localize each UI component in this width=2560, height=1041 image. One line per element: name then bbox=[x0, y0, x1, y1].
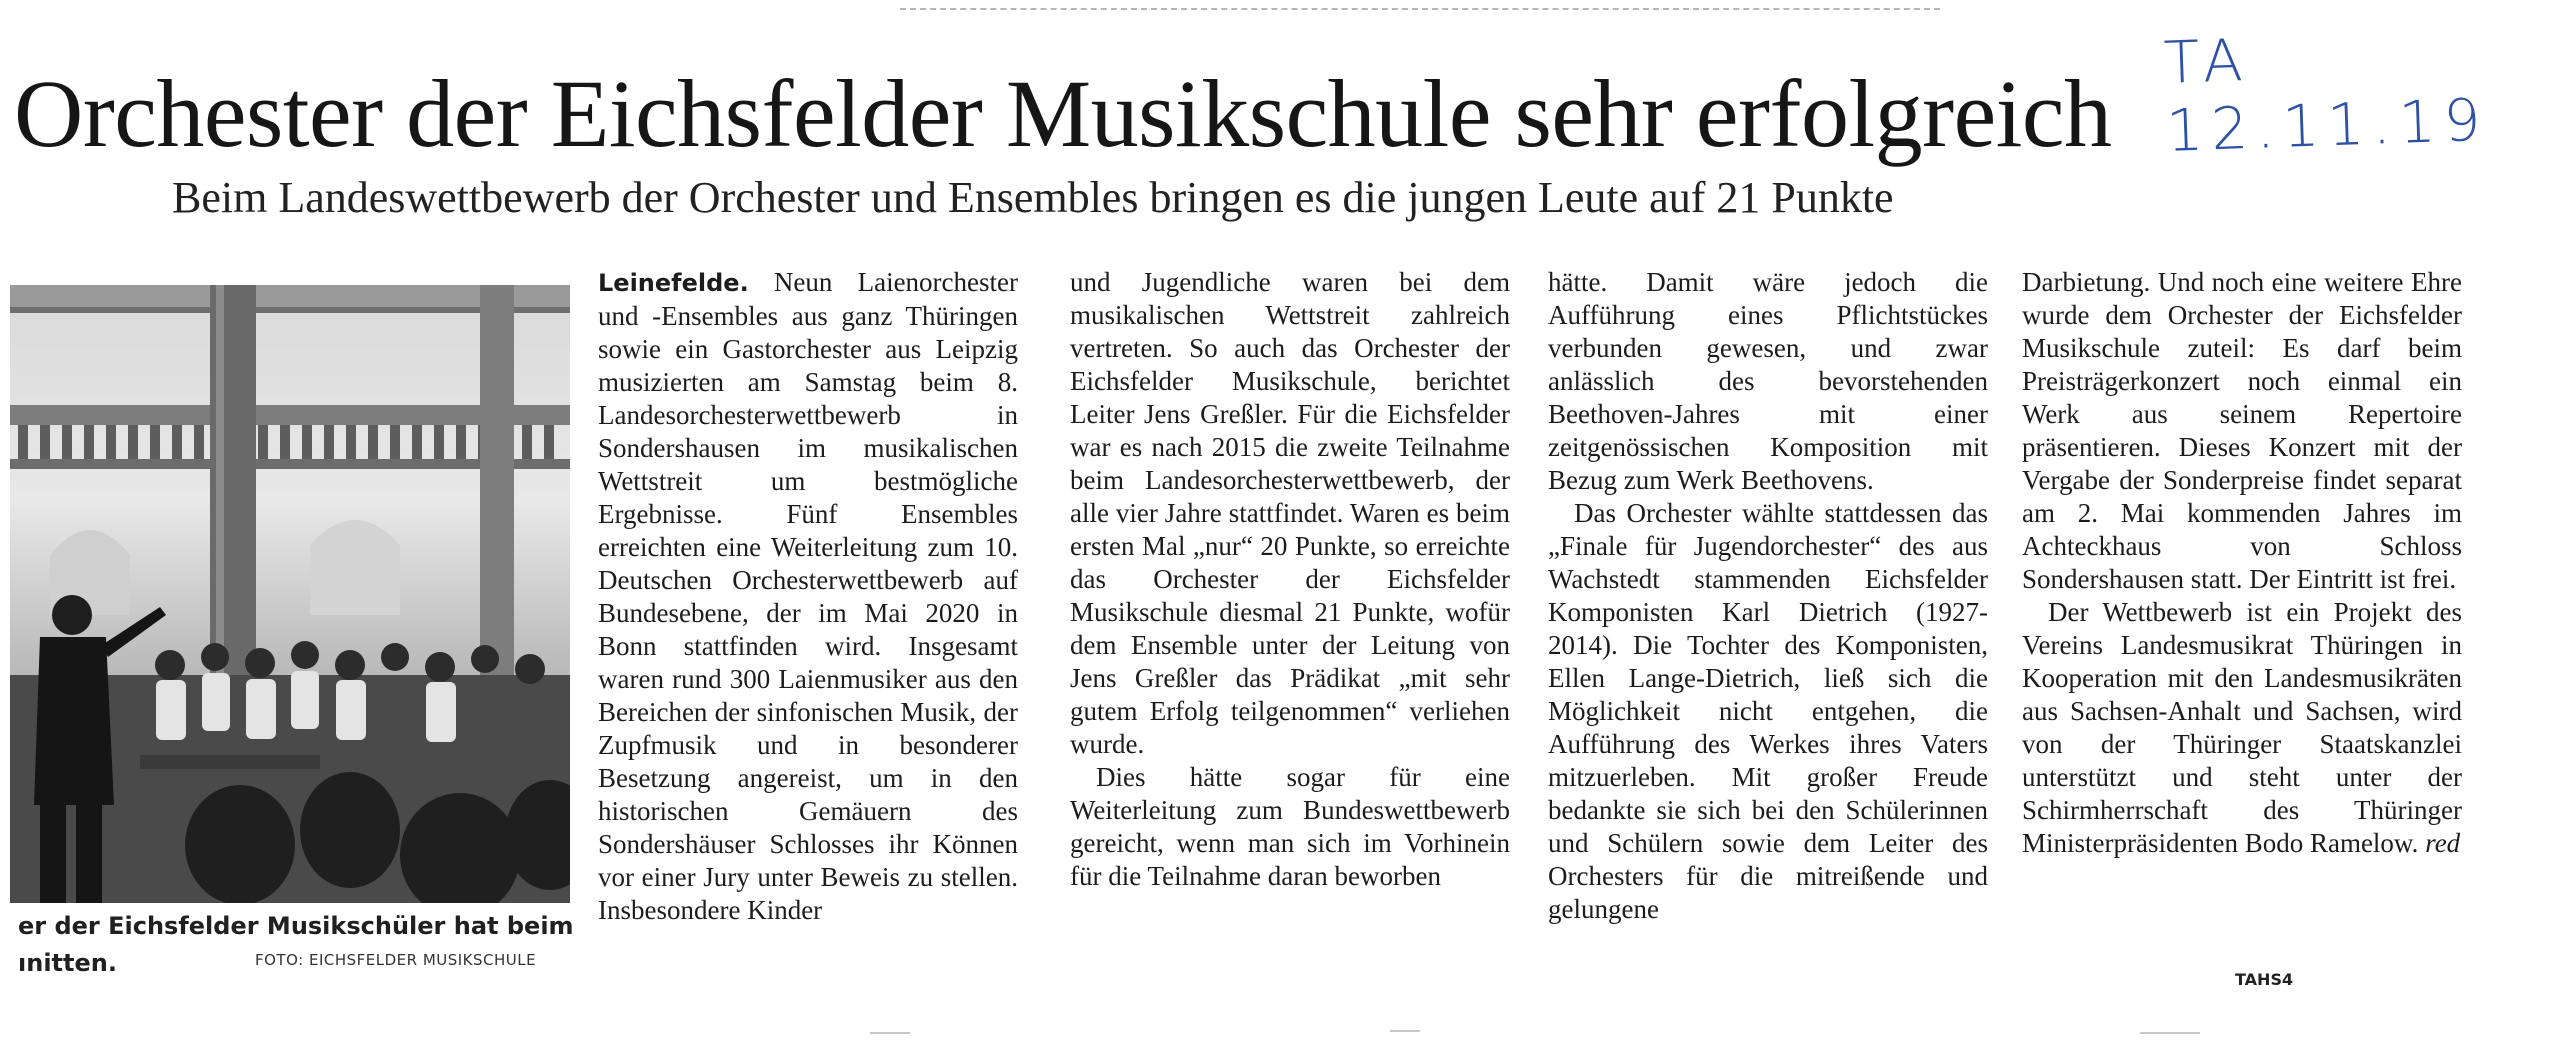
article-paragraph: hätte. Damit wäre jedoch die Aufführung eines Pflichtstückes verbunden gewesen, und zwar anlässlich des bevorstehenden Beethoven-Jahres mit einer zeitgenössischen Komposition mit Bezug zum Werk Beethovens. bbox=[1548, 267, 1988, 495]
scan-speck bbox=[870, 1032, 910, 1034]
article-paragraph: Dies hätte sogar für eine Weiterleitung zum Bundeswettbewerb gereicht, wenn man sich im Vorhinein für die Teilnahme daran beworben bbox=[1070, 762, 1510, 891]
article-subheadline: Beim Landeswettbewerb der Orchester und Ensembles bringen es die jungen Leute auf 21 Punkte bbox=[172, 173, 1894, 222]
photo-caption-line-1: er der Eichsfelder Musikschüler hat beim bbox=[18, 912, 574, 940]
author-tag: red bbox=[2425, 828, 2461, 858]
article-paragraph: und Jugendliche waren bei dem musikalischen Wettstreit zahlreich vertreten. So auch das Orchester der Eichsfelder Musikschule, berichtet Leiter Jens Greßler. Für die Eichsfelder war es nach 2015 die zweite Teilnahme beim Landesorchesterwettbewerb, der alle vier Jahre stattfindet. Waren es beim ersten Mal „nur“ 20 Punkte, so erreichte das Orchester der Eichsfelder Musikschule diesmal 21 Punkte, wofür dem Ensemble unter der Leitung von Jens Greßler das Prädikat „mit sehr gutem Erfolg teilgenommen“ verliehen wurde. bbox=[1070, 267, 1510, 759]
article-headline: Orchester der Eichsfelder Musikschule sehr erfolgreich bbox=[14, 60, 2112, 167]
orchestra-photo-image bbox=[10, 285, 570, 903]
dateline: Leinefelde. bbox=[598, 269, 749, 297]
page-code: TAHS4 bbox=[2235, 970, 2294, 989]
article-column-2 bbox=[1070, 266, 1510, 893]
article-paragraph: Das Orchester wählte stattdessen das „Finale für Jugendorchester“ des aus Wachstedt stammenden Eichsfelder Komponisten Karl Dietrich (1927-2014). Die Tochter des Komponisten, Ellen Lange-Dietrich, ließ sich die Möglichkeit nicht entgehen, die Aufführung des Werkes ihres Vaters mitzuerleben. Mit großer Freude bedankte sie sich bei den Schülerinnen und Schülern sowie dem Leiter des Orchesters für die mitreißende und gelungene bbox=[1548, 498, 1988, 924]
article-paragraph bbox=[2022, 596, 2462, 860]
top-dashed-rule bbox=[900, 8, 1940, 10]
photo-credit: FOTO: EICHSFELDER MUSIKSCHULE bbox=[255, 951, 537, 969]
paragraph-text: Der Wettbewerb ist ein Projekt des Vereins Landesmusikrat Thüringen in Kooperation mit den Landesmusikräten aus Sachsen-Anhalt und Sachsen, wird von der Thüringer Staatskanzlei unterstützt und steht unter der Schirmherrschaft des Thüringer Ministerpräsidenten Bodo Ramelow. bbox=[2022, 597, 2462, 858]
photo-caption bbox=[18, 908, 574, 982]
article-paragraph bbox=[598, 266, 1018, 927]
article-column-3 bbox=[1548, 266, 1988, 926]
orchestra-photo bbox=[10, 285, 570, 903]
article-paragraph: Darbietung. Und noch eine weitere Ehre wurde dem Orchester der Eichsfelder Musikschule zuteil: Es darf beim Preisträgerkonzert noch einmal ein Werk aus seinem Repertoire präsentieren. Dieses Konzert mit der Vergabe der Sonderpreise findet separat am 2. Mai kommenden Jahres im Achteckhaus von Schloss Sondershausen statt. Der Eintritt ist frei. bbox=[2022, 267, 2462, 594]
article-column-1 bbox=[598, 266, 1018, 927]
handwritten-source-note: TA 12.11.19 bbox=[2162, 25, 2490, 165]
scan-speck bbox=[1390, 1030, 1420, 1032]
paragraph-text: Neun Laienorchester und -Ensembles aus ganz Thüringen sowie ein Gastorchester aus Leipzig musizierten am Samstag beim 8. Landesorchesterwettbewerb in Sondershausen im musikalischen Wettstreit um bestmögliche Ergebnisse. Fünf Ensembles erreichten eine Weiterleitung zum 10. Deutschen Orchesterwettbewerb auf Bundesebene, der im Mai 2020 in Bonn stattfinden wird. Insgesamt waren rund 300 Laienmusiker aus den Bereichen der sinfonischen Musik, der Zupfmusik und in besonderer Besetzung angereist, um in den historischen Gemäuern des Sondershäuser Schlosses ihr Können vor einer Jury unter Beweis zu stellen. Insbesondere Kinder bbox=[598, 267, 1019, 925]
article-column-4 bbox=[2022, 266, 2462, 860]
scan-speck bbox=[2140, 1032, 2200, 1034]
photo-caption-line-2: ınitten. bbox=[18, 949, 117, 977]
